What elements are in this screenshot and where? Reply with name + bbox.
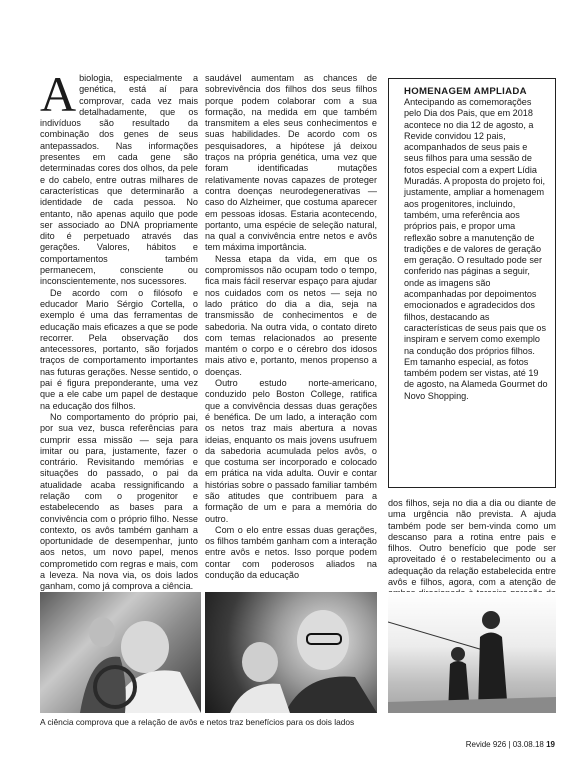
- photo-grandfather-and-granddaughter: [205, 592, 377, 713]
- sidebar-text: Antecipando as comemorações pelo Dia dos Pais, que em 2018 acontece no dia 12 de agosto, a Revide convidou 12 pais, acompanhados de seus pais e seus filhos para uma sessão de fotos especial com a expert Lídia Muradás. A proposta do projeto foi, justamente, ampliar a homenagem aos progenitores, incluindo, também, uma referência aos próprios pais, e propor uma reflexão sobre a manutenção de tradições e de valores de geração em geração. O resultado pode ser conferido nas páginas a seguir, onde as imagens são acompanhadas por depoimentos emocionados e agradecidos dos filhos, destacando as características de seus pais que os inspiram e servem como exemplo na condução dos próprios filhos. Em tamanho especial, as fotos também podem ser vistas, até 19 de agosto, na Alameda Gourmet do Novo Shopping.: [404, 97, 548, 401]
- photo-illustration: [40, 592, 201, 713]
- paragraph: Nessa etapa da vida, em que os compromissos não ocupam todo o tempo, fica mais fácil reservar espaço para ajudar nos cuidados com os netos — seja no lado prático do dia a dia, seja na transmissão de conhecimentos e de sabedoria. Na outra vida, o contato direto com temas relacionados ao presente mantém o corpo e o cérebro dos idosos mais ativo e, portanto, menos propenso a doenças.: [205, 253, 377, 377]
- page-number: 19: [546, 740, 555, 749]
- sidebar-box: [388, 78, 556, 488]
- photo-caption: A ciência comprova que a relação de avôs e netos traz benefícios para os dois lados: [40, 717, 355, 727]
- paragraph: Com o elo entre essas duas gerações, os filhos também ganham com a interação entre avôs e netos. Isso porque podem contar com poderosos aliados na condução da educação: [205, 524, 377, 581]
- magazine-issue: Revide 926 | 03.08.18: [465, 740, 544, 749]
- closing-text: dos filhos, seja no dia a dia ou diante de uma urgência não prevista. A ajuda também pode ser bem-vinda como um descanso para a rotina entre pais e filhos. Outro benefício que pode ser aproveitado é o restabelecimento ou a adequação da relação estabelecida entre avôs e filhos, agora, com a atenção de: [388, 498, 556, 588]
- intro-text: biologia, especialmente a genética, está aí para comprovar, cada vez mais detalhadamente, que os indivíduos são resultado da combinação dos genes de seus antepassados. Nas informações presentes em cada gene são determinadas cores dos olhos, da pele e do cabelo, entre outras milhares de características que determinarão a identidade de cada pessoa. No entanto, não apenas aquilo que pode ser associado ao DNA propriamente dito é perpetuado através das gerações. Valores, hábitos e comportamentos também permanecem, consciente ou inconscientemente, nos sucessores.: [40, 73, 198, 287]
- photo-illustration: [205, 592, 377, 713]
- paragraph: Outro estudo norte-americano, conduzido pelo Boston College, ratifica que a convivência dessas duas gerações é benéfica. De um lado, a interação com os netos traz mais abertura a novas ideias, enquanto os mais jovens usufruem da sabedoria acumulada pelos avôs, o que costuma ser incorporado e colocado em prática na vida adulta. Ouvir e contar histórias sobre o passado familiar também são atitudes que contribuem para a formação de um e para a memória do outro.: [205, 378, 377, 524]
- intro-paragraph: [40, 66, 198, 288]
- paragraph: De acordo com o filósofo e educador Mario Sérgio Cortella, o exemplo é uma das ferramentas de educação mais eficazes a que se pode recorrer. Pela observação dos antecessores, portanto, são forjados traços de comportamento importantes nas futuras gerações. Nesse sentido, o pai é figura preponderante, uma vez que a ele cabe um papel de destaque na educação dos filhos.: [40, 287, 198, 411]
- article-column-1: [40, 66, 198, 671]
- drop-cap: A: [40, 66, 77, 122]
- paragraph: No comportamento do próprio pai, por sua vez, busca referências para cumprir essa missão — seja para imitar ou para, justamente, fazer o contrário. Revisitando memórias e situações do passado, o pai da atualidade acaba ressignificando a relação com o progenitor e estabelecendo as bases para a convivência com o próprio filho. Nesse contexto, os avôs também ganham a oportunidade de desempenhar, junto aos netos, um novo papel, menos comprometido com regras e mais, com a leveza. Na nova via, os dois lados ganham, como já comprova a ciência.: [40, 411, 198, 592]
- article-column-2: [205, 73, 377, 581]
- photo-illustration: [388, 592, 556, 713]
- photo-fishing-silhouette: [388, 592, 556, 713]
- paragraph: saudável aumentam as chances de sobrevivência dos filhos dos seus filhos porque podem colaborar com a sua formação, na medida em que também transmitem a eles seus conhecimentos e suas habilidades. De acordo com os pesquisadores, a hipótese já deixou traços na própria genética, uma vez que foram identificadas mutações relativamente novas capazes de proteger contra doenças neurodegenerativas — caso do Alzheimer, que costuma aparecer em pessoas idosas. Estaria acontecendo, portanto, uma espécie de seleção natural, na qual a convivência entre netos e avôs tem máxima importância.: [205, 73, 377, 253]
- page-footer: [466, 740, 555, 749]
- photo-grandfather-and-grandson: [40, 592, 201, 713]
- sidebar-title: HOMENAGEM AMPLIADA: [404, 86, 527, 97]
